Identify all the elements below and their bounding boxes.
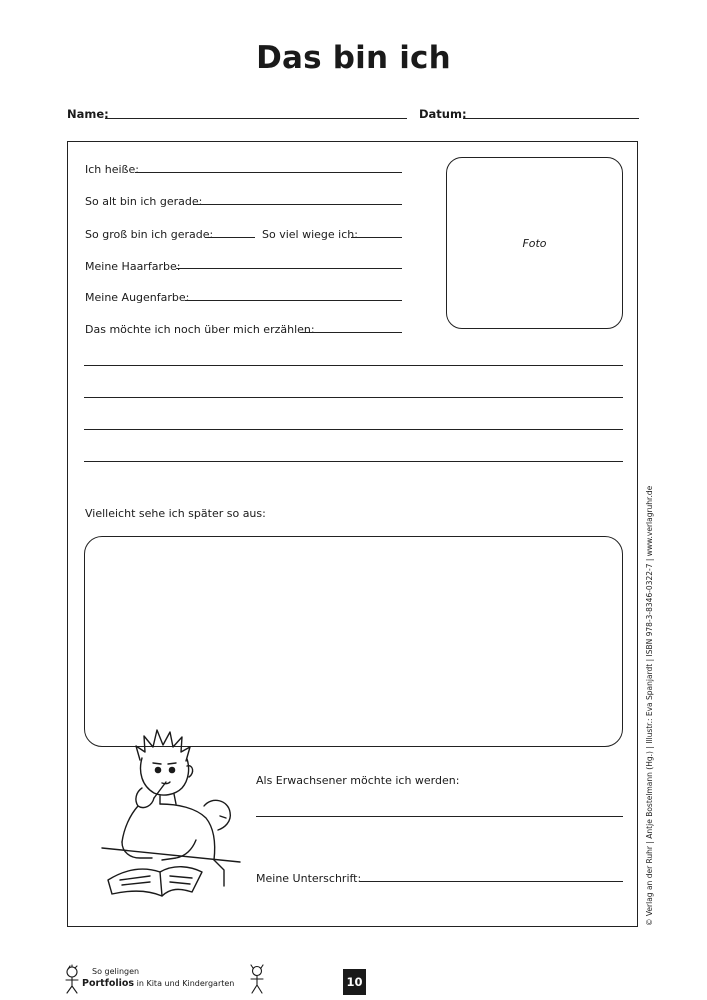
write-line-eye-color[interactable] <box>185 300 402 301</box>
child-doodle-icon <box>60 964 84 994</box>
signature-label: Meine Unterschrift: <box>256 872 362 885</box>
date-write-line[interactable] <box>463 118 639 119</box>
label-hair-color: Meine Haarfarbe: <box>85 260 181 273</box>
future-drawing-box[interactable] <box>84 536 623 747</box>
grown-up-prompt: Als Erwachsener möchte ich werden: <box>256 774 460 787</box>
label-height: So groß bin ich gerade: <box>85 228 214 241</box>
page-title: Das bin ich <box>256 40 451 76</box>
series-bold: Portfolios <box>82 978 135 989</box>
write-line-weight[interactable] <box>351 237 402 238</box>
grown-up-write-line[interactable] <box>256 816 623 817</box>
writing-line-3[interactable] <box>84 429 623 430</box>
series-line-1: So gelingen <box>92 967 140 976</box>
write-line-name-called[interactable] <box>135 172 402 173</box>
side-credit: © Verlag an der Ruhr | Antje Bostelmann (Hg.) | Illustr.: Eva Spanjardt | ISBN 978-3-8346-0322-7 | www.verlagruhr.de <box>645 485 654 926</box>
label-weight: So viel wiege ich: <box>262 228 358 241</box>
label-name-called: Ich heiße: <box>85 163 139 176</box>
name-write-line[interactable] <box>105 118 407 119</box>
label-age: So alt bin ich gerade: <box>85 195 203 208</box>
thinking-child-illustration <box>100 720 250 900</box>
write-line-height[interactable] <box>205 237 255 238</box>
write-line-age[interactable] <box>193 204 402 205</box>
write-line-hair-color[interactable] <box>176 268 402 269</box>
future-prompt: Vielleicht sehe ich später so aus: <box>85 507 266 520</box>
writing-line-4[interactable] <box>84 461 623 462</box>
label-more-about-me: Das möchte ich noch über mich erzählen: <box>85 323 315 336</box>
series-line-2 <box>82 978 234 989</box>
write-line-more-about-me[interactable] <box>300 332 402 333</box>
label-eye-color: Meine Augenfarbe: <box>85 291 190 304</box>
signature-write-line[interactable] <box>359 881 623 882</box>
date-label: Datum: <box>419 107 467 121</box>
page-number: 10 <box>343 969 366 995</box>
writing-line-1[interactable] <box>84 365 623 366</box>
photo-label: Foto <box>522 237 547 250</box>
writing-line-2[interactable] <box>84 397 623 398</box>
series-rest: in Kita und Kindergarten <box>134 979 235 988</box>
child-doodle-icon <box>246 964 268 994</box>
name-label: Name: <box>67 107 109 121</box>
